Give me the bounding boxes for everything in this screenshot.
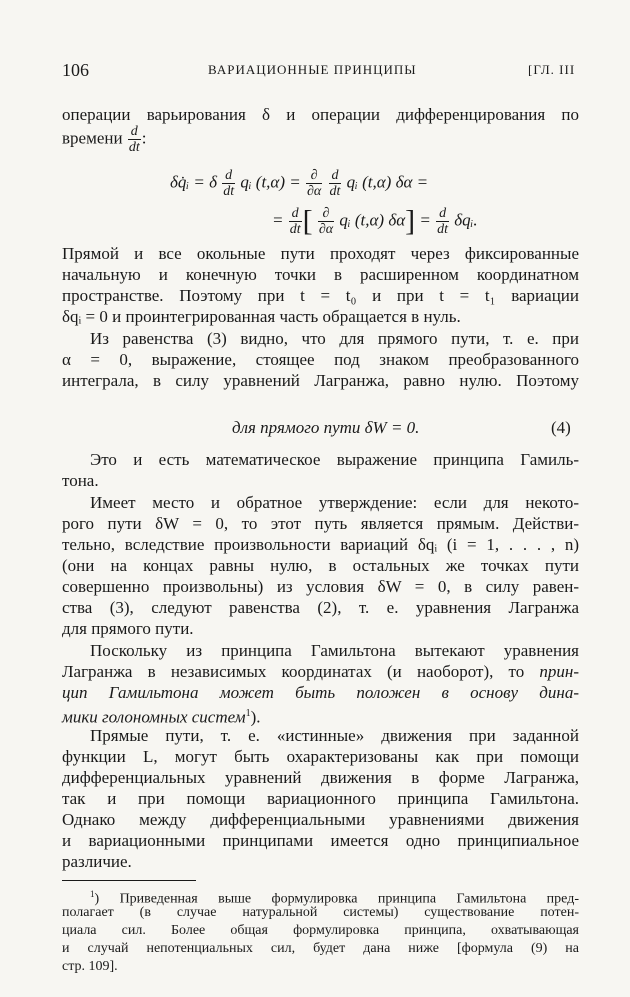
- para6-line-4: так и при помощи вариационного принципа Гамильтона.: [62, 789, 579, 808]
- para6-line-1: Прямые пути, т. е. «истинные» движения при заданной: [90, 726, 579, 745]
- eq1-row2-b: qᵢ (t,α) δα: [339, 210, 406, 230]
- para1-line-3: пространстве. Поэтому при t = t₀ и при t = t₁ вариации: [62, 286, 579, 305]
- para1-line-1: Прямой и все окольные пути проходят через фиксированные: [62, 244, 579, 263]
- para6-line-2: функции L, могут быть охарактеризованы как при помощи: [62, 747, 579, 766]
- left-bracket: [: [302, 204, 313, 238]
- footnote-rule: [62, 880, 196, 881]
- frac-den: dt: [128, 140, 140, 155]
- footnote-line-3: циала сил. Более общая формулировка принципа, охватывающая: [62, 923, 579, 938]
- equation-4: для прямого пути δW = 0.: [232, 418, 420, 437]
- para1-line-2: начальную и конечную точки в расширенном координатном: [62, 265, 579, 284]
- para4-line-1: Имеет место и обратное утверждение: если для некото-: [90, 493, 579, 512]
- eq1-frac-d-dt-4: $\frac{d}{dt}$: [437, 206, 449, 237]
- footnote-line-4: и случай непотенциальных сил, будет дана ниже [формула (9) на: [62, 941, 579, 956]
- footnote-line-2: полагает (в случае натуральной системы) существование потен-: [62, 905, 579, 920]
- para4-line-4: (они на концах равны нулю, в остальных же точках пути: [62, 556, 579, 575]
- running-title: ВАРИАЦИОННЫЕ ПРИНЦИПЫ: [208, 62, 417, 77]
- para3-line-1: Это и есть математическое выражение принципа Гамиль-: [90, 450, 579, 469]
- para3-line-2: тона.: [62, 471, 99, 490]
- chapter-label: [ГЛ. III: [528, 62, 576, 77]
- para6-line-7: различие.: [62, 852, 132, 871]
- footnote-line-1: $^1$) Приведенная выше формулировка принципа Гамильтона пред-: [90, 889, 579, 907]
- eq1-row2-c: δqᵢ.: [454, 210, 478, 230]
- para4-line-6: ства (3), следуют равенства (2), т. е. уравнения Лагранжа: [62, 598, 579, 617]
- eq1-frac-partial-2: $\frac{\partial}{\partial\alpha}$: [318, 206, 334, 237]
- intro-line-2-prefix: времени: [62, 128, 123, 148]
- frac-num: d: [128, 124, 141, 140]
- para2-line-2: α = 0, выражение, стоящее под знаком преобразованного: [62, 350, 579, 369]
- para6-line-3: дифференциальных уравнений движения в форме Лагранжа,: [62, 768, 579, 787]
- para5-line-1: Поскольку из принципа Гамильтона вытекают уравнения: [90, 641, 579, 660]
- time-derivative-fraction: [128, 124, 141, 155]
- eq1-row2-a: =: [272, 210, 284, 230]
- intro-line-1: операции варьирования δ и операции дифференцирования по: [62, 105, 579, 124]
- eq1-frac-d-dt-3: $\frac{d}{dt}$: [289, 206, 301, 237]
- para2-line-3: интеграла, в силу уравнений Лагранжа, равно нулю. Поэтому: [62, 371, 579, 390]
- eq1-row1-c: qᵢ (t,α) δα =: [346, 172, 429, 192]
- intro-line-2: [62, 124, 579, 155]
- eq1-row1-b: qᵢ (t,α) =: [240, 172, 301, 192]
- eq1-row1-a: δq̇ᵢ = δ: [170, 172, 217, 192]
- para5-line-4: мики голономных систем$^1$).: [62, 707, 261, 727]
- equation-1-row-1: [170, 168, 428, 199]
- eq1-frac-d-dt-2: $\frac{d}{dt}$: [329, 168, 341, 199]
- footnote-line-5: стр. 109].: [62, 959, 118, 974]
- equation-4-number: (4): [551, 418, 571, 437]
- para4-line-7: для прямого пути.: [62, 619, 194, 638]
- eq1-frac-partial: $\frac{\partial}{\partial\alpha}$: [307, 168, 322, 199]
- para1-line-4: δqᵢ = 0 и проинтегрированная часть обращается в нуль.: [62, 307, 461, 326]
- para4-line-5: совершенно произвольны) из условия δW = 0, в силу равен-: [62, 577, 579, 596]
- right-bracket: ]: [405, 204, 416, 238]
- para6-line-5: Однако между дифференциальными уравнениями движения: [62, 810, 579, 829]
- intro-line-2-suffix: :: [141, 128, 147, 148]
- para5-line-3: цип Гамильтона может быть положен в основу дина-: [62, 683, 579, 702]
- para4-line-3: тельно, вследствие произвольности вариаций δqᵢ (i = 1, . . . , n): [62, 535, 579, 554]
- equation-1-row-2: = $\frac{d}{dt}$ [ $\frac{\partial}{\partial\alpha}$ qᵢ (t,α) δα] = $\frac{d}{dt}$ δqᵢ.: [272, 204, 478, 238]
- para2-line-1: Из равенства (3) видно, что для прямого пути, т. е. при: [90, 329, 579, 348]
- para5-line-2: Лагранжа в независимых координатах (и наоборот), то прин-: [62, 662, 580, 681]
- eq1-frac-d-dt: $\frac{d}{dt}$: [223, 168, 235, 199]
- para4-line-2: рого пути δW = 0, то этот путь является прямым. Действи-: [62, 514, 579, 533]
- para6-line-6: и вариационными принципами имеется одно принципиальное: [62, 831, 579, 850]
- page-number: 106: [62, 60, 89, 80]
